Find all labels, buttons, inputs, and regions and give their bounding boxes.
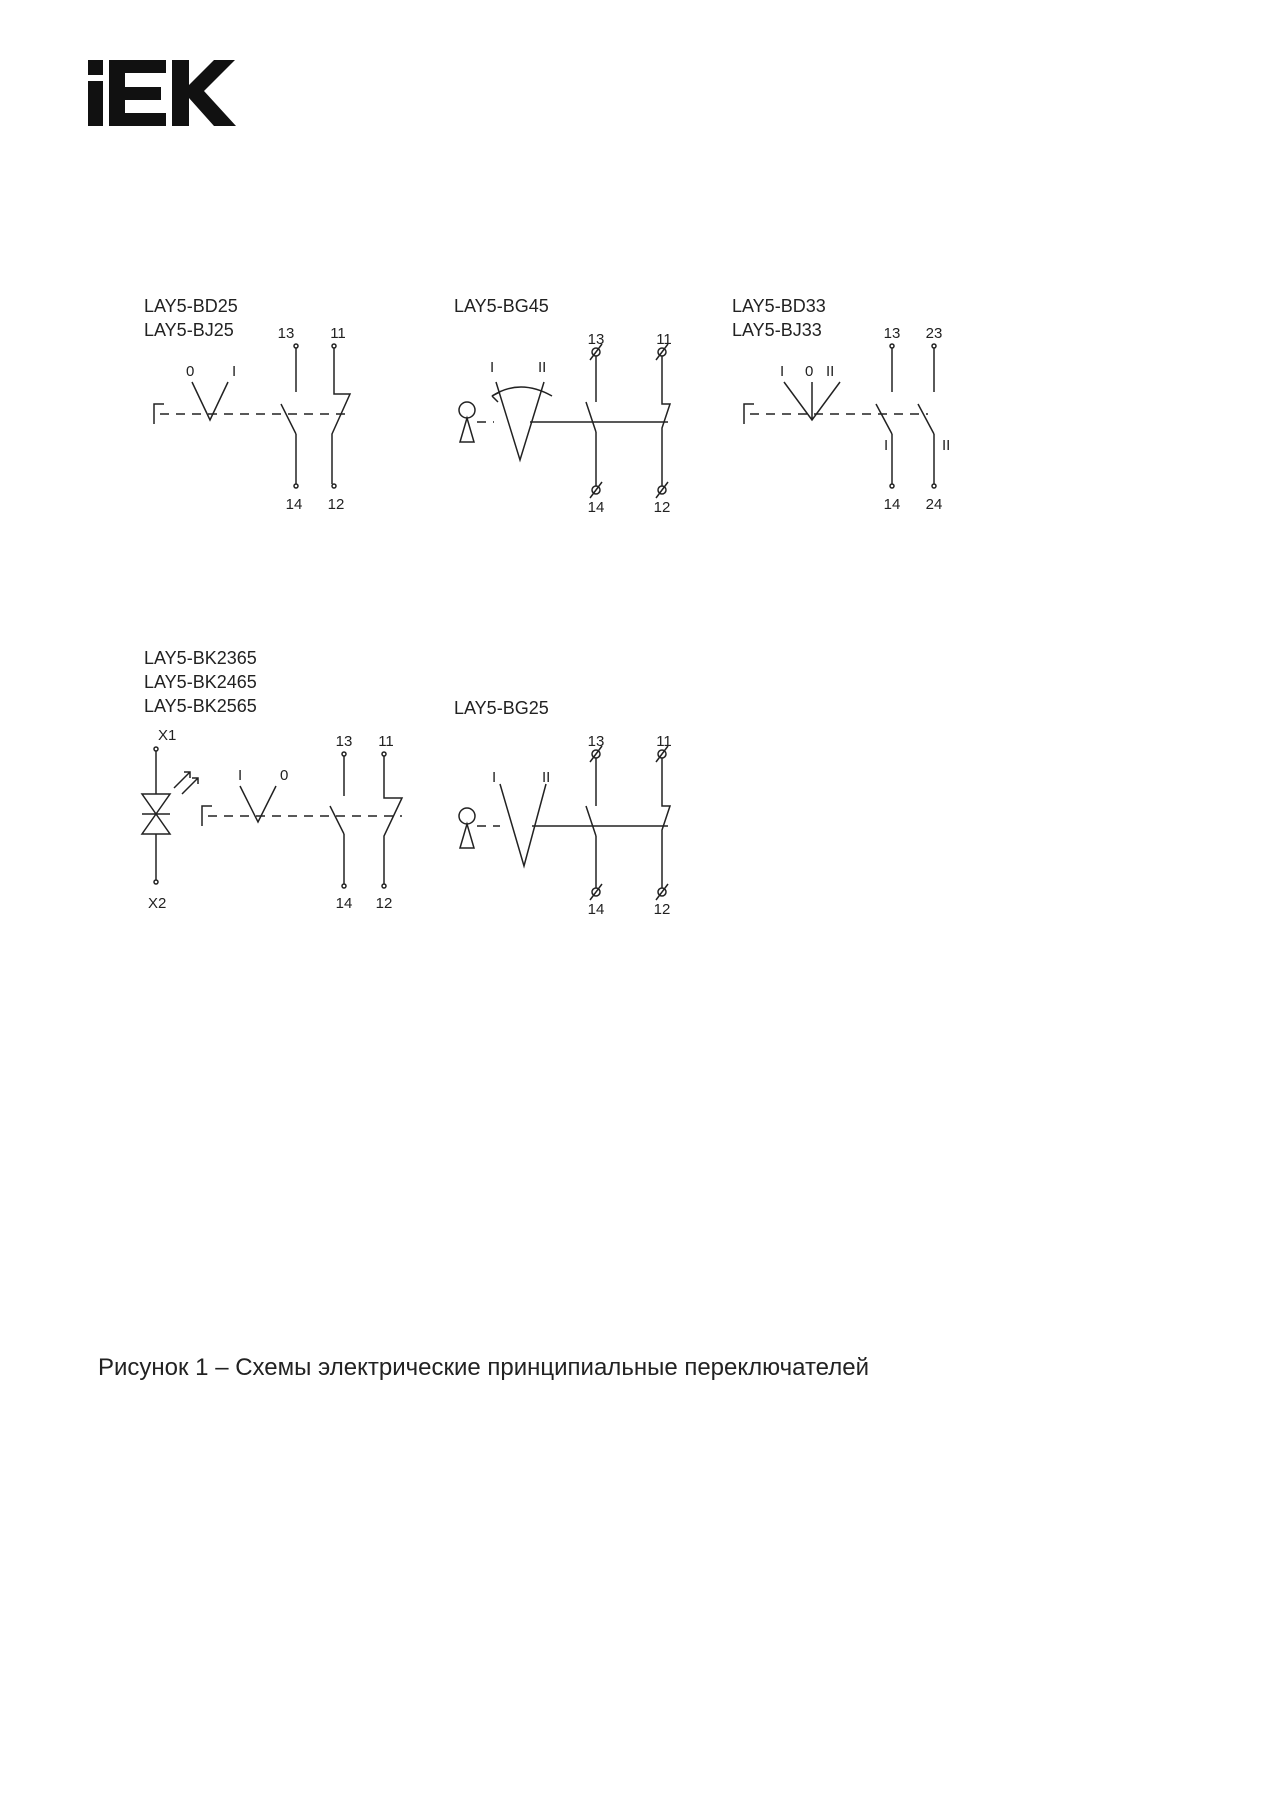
position-label: I xyxy=(492,769,497,786)
selector-v-symbol xyxy=(500,784,546,866)
model-label: LAY5-BG25 xyxy=(454,698,549,718)
position-label: II xyxy=(826,363,835,380)
terminal-label: 12 xyxy=(327,496,345,513)
diagram-bk xyxy=(140,722,420,922)
position-label: I xyxy=(490,359,495,376)
diagram-bg45 xyxy=(450,320,690,520)
diagram-bk-title xyxy=(144,646,257,718)
nc-contact xyxy=(332,348,350,484)
position-label: 0 xyxy=(186,363,195,380)
terminal-label: 13 xyxy=(883,325,901,342)
terminal-label: X2 xyxy=(148,895,167,912)
diagram-bd25 xyxy=(140,320,370,520)
terminal-label: X1 xyxy=(158,727,177,744)
terminal-label: 24 xyxy=(925,496,943,513)
terminal-label: 14 xyxy=(285,496,303,513)
terminal-label: 11 xyxy=(656,331,672,348)
contact-mark: I xyxy=(884,437,889,454)
terminal-label: 14 xyxy=(587,901,605,918)
position-label: I xyxy=(238,767,243,784)
position-label: II xyxy=(542,769,551,786)
diagram-bd33 xyxy=(730,320,970,520)
model-label: LAY5-BJ33 xyxy=(732,320,822,340)
diagram-bg25 xyxy=(450,722,690,922)
model-label: LAY5-BG45 xyxy=(454,296,549,316)
terminal-label: 12 xyxy=(653,499,671,516)
model-label: LAY5-BD33 xyxy=(732,296,826,316)
diagram-bg45-title xyxy=(454,294,549,318)
position-label: II xyxy=(538,359,547,376)
light-rays-icon xyxy=(174,772,198,794)
nc-contact xyxy=(662,356,670,486)
terminal-label: 11 xyxy=(330,325,346,342)
terminal-label: 13 xyxy=(587,733,605,750)
model-label: LAY5-BK2465 xyxy=(144,672,257,692)
position-label: 0 xyxy=(280,767,289,784)
contact-mark: II xyxy=(942,437,951,454)
rotation-arrow xyxy=(492,387,552,396)
figure-caption: Рисунок 1 – Схемы электрические принципиальные переключателей xyxy=(98,1354,869,1381)
terminal-label: 13 xyxy=(335,733,353,750)
terminal-label: 12 xyxy=(375,895,393,912)
nc-contact xyxy=(662,758,670,888)
model-label: LAY5-BJ25 xyxy=(144,320,234,340)
terminal-label: 11 xyxy=(656,733,672,750)
model-label: LAY5-BD25 xyxy=(144,296,238,316)
terminal-label: 14 xyxy=(587,499,605,516)
diagram-bg25-title xyxy=(454,696,549,720)
nc-contact xyxy=(384,756,402,884)
lamp-led-icon xyxy=(142,794,170,834)
position-label: I xyxy=(232,363,237,380)
model-label: LAY5-BK2565 xyxy=(144,696,257,716)
position-label: 0 xyxy=(805,363,814,380)
terminal-label: 14 xyxy=(883,496,901,513)
terminal-label: 12 xyxy=(653,901,671,918)
terminal-label: 23 xyxy=(925,325,943,342)
terminal-label: 13 xyxy=(277,325,295,342)
model-label: LAY5-BK2365 xyxy=(144,648,257,668)
selector-v-symbol xyxy=(496,382,544,460)
position-label: I xyxy=(780,363,785,380)
terminal-label: 13 xyxy=(587,331,605,348)
terminal-label: 11 xyxy=(378,733,394,750)
iek-logo xyxy=(88,60,236,126)
terminal-label: 14 xyxy=(335,895,353,912)
